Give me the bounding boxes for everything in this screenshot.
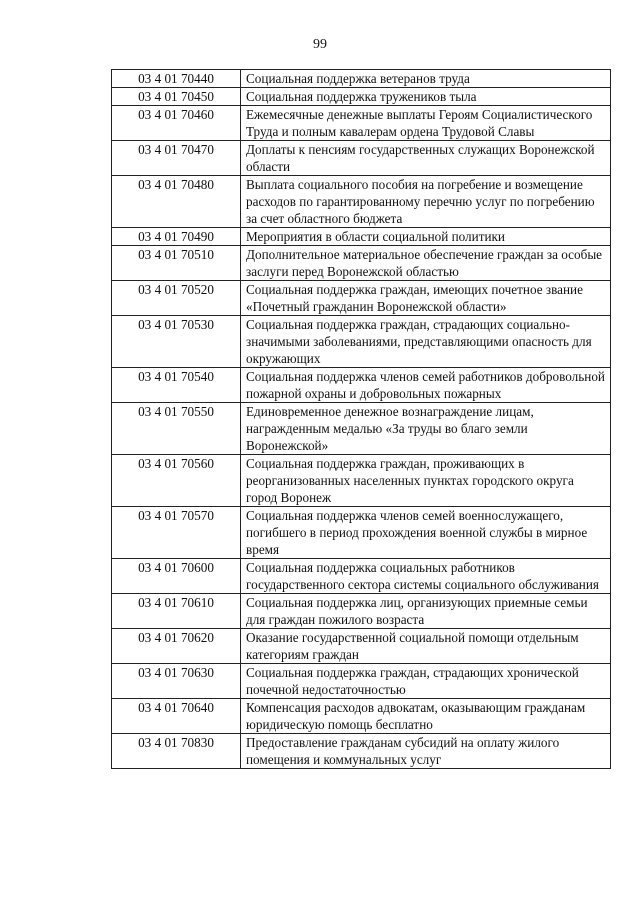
description-cell: Единовременное денежное вознаграждение лицам, награжденным медалью «За труды во благо земли Воронежской» [241,403,611,455]
budget-code-cell: 03 4 01 70630 [112,664,241,699]
table-row [112,141,611,176]
budget-code-cell: 03 4 01 70620 [112,629,241,664]
description-cell: Социальная поддержка членов семей военнослужащего, погибшего в период прохождения военной службы в мирное время [241,507,611,559]
budget-code-cell: 03 4 01 70540 [112,368,241,403]
description-cell: Социальная поддержка граждан, проживающих в реорганизованных населенных пунктах городского округа город Воронеж [241,455,611,507]
budget-codes-table [111,69,611,769]
budget-code-cell: 03 4 01 70640 [112,699,241,734]
description-cell: Социальная поддержка граждан, страдающих социально-значимыми заболеваниями, представляющими опасность для окружающих [241,316,611,368]
budget-code-cell: 03 4 01 70610 [112,594,241,629]
budget-code-cell: 03 4 01 70830 [112,734,241,769]
table-row [112,281,611,316]
budget-code-cell: 03 4 01 70480 [112,176,241,228]
budget-code-cell: 03 4 01 70600 [112,559,241,594]
budget-code-cell: 03 4 01 70440 [112,70,241,88]
page-number: 99 [313,37,327,52]
description-cell: Социальная поддержка тружеников тыла [241,88,611,106]
budget-code-cell: 03 4 01 70570 [112,507,241,559]
description-cell: Дополнительное материальное обеспечение граждан за особые заслуги перед Воронежской областью [241,246,611,281]
budget-code-cell: 03 4 01 70510 [112,246,241,281]
description-cell: Оказание государственной социальной помощи отдельным категориям граждан [241,629,611,664]
table-row [112,228,611,246]
table-row [112,455,611,507]
table-row [112,403,611,455]
description-cell: Социальная поддержка социальных работников государственного сектора системы социального обслуживания [241,559,611,594]
table-row [112,70,611,88]
description-cell: Социальная поддержка лиц, организующих приемные семьи для граждан пожилого возраста [241,594,611,629]
budget-code-cell: 03 4 01 70460 [112,106,241,141]
table-row [112,594,611,629]
table-row [112,316,611,368]
budget-code-cell: 03 4 01 70450 [112,88,241,106]
table-row [112,559,611,594]
table-row [112,106,611,141]
description-cell: Доплаты к пенсиям государственных служащих Воронежской области [241,141,611,176]
budget-code-cell: 03 4 01 70520 [112,281,241,316]
table-row [112,246,611,281]
description-cell: Социальная поддержка граждан, имеющих почетное звание «Почетный гражданин Воронежской области» [241,281,611,316]
budget-code-cell: 03 4 01 70560 [112,455,241,507]
description-cell: Социальная поддержка ветеранов труда [241,70,611,88]
description-cell: Компенсация расходов адвокатам, оказывающим гражданам юридическую помощь бесплатно [241,699,611,734]
table-row [112,734,611,769]
table-row [112,507,611,559]
budget-code-cell: 03 4 01 70550 [112,403,241,455]
table-body [112,70,611,769]
table-row [112,368,611,403]
description-cell: Выплата социального пособия на погребение и возмещение расходов по гарантированному перечню услуг по погребению за счет областного бюджета [241,176,611,228]
budget-code-cell: 03 4 01 70530 [112,316,241,368]
description-cell: Социальная поддержка членов семей работников добровольной пожарной охраны и добровольных пожарных [241,368,611,403]
table-row [112,176,611,228]
table-row [112,699,611,734]
description-cell: Ежемесячные денежные выплаты Героям Социалистического Труда и полным кавалерам ордена Трудовой Славы [241,106,611,141]
description-cell: Предоставление гражданам субсидий на оплату жилого помещения и коммунальных услуг [241,734,611,769]
description-cell: Мероприятия в области социальной политики [241,228,611,246]
budget-code-cell: 03 4 01 70490 [112,228,241,246]
description-cell: Социальная поддержка граждан, страдающих хронической почечной недостаточностью [241,664,611,699]
table-row [112,88,611,106]
table-row [112,629,611,664]
table-row [112,664,611,699]
budget-code-cell: 03 4 01 70470 [112,141,241,176]
